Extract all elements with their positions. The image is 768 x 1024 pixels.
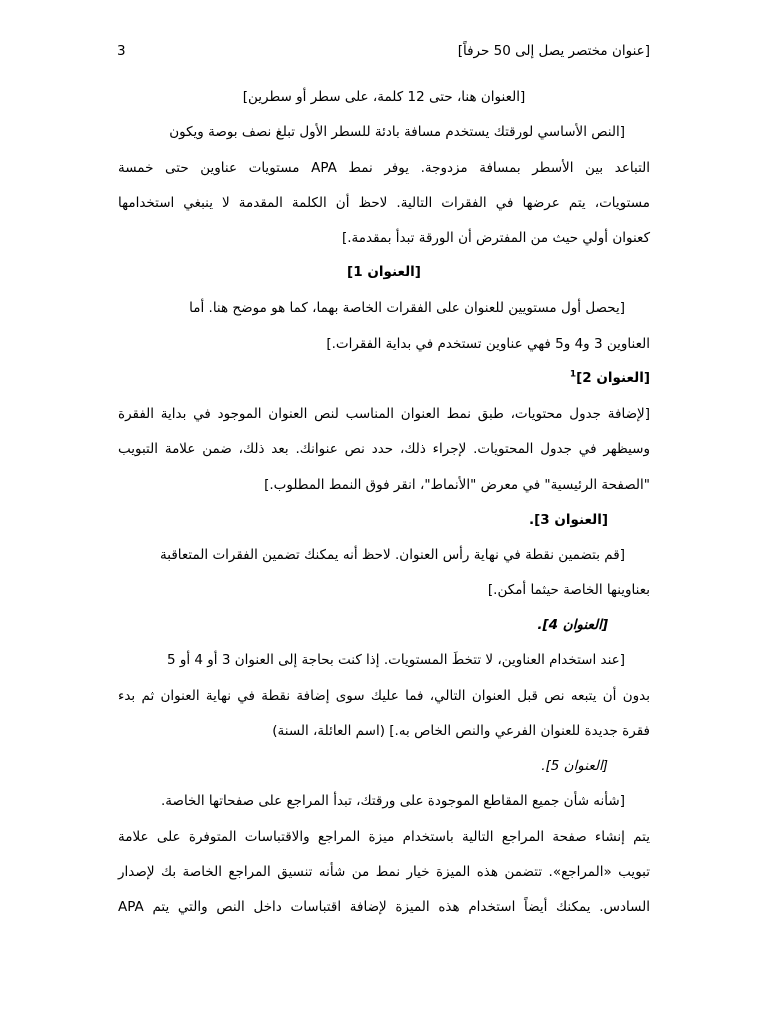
body-line: [النص الأساسي لورقتك يستخدم مسافة بادئة للسطر الأول تبلغ نصف بوصة ويكون (169, 124, 625, 140)
body-line: [قم بتضمين نقطة في نهاية رأس العنوان. لاحظ أنه يمكنك تضمين الفقرات المتعاقبة (160, 547, 625, 563)
footnote-reference: 1 (569, 369, 577, 380)
body-line: [عند استخدام العناوين، لا تتخطَ المستويات. إذا كنت بحاجة إلى العنوان 3 أو 4 أو 5 (166, 652, 625, 668)
body-line: تبويب «المراجع». تتضمن هذه الميزة خيار نمط من شأنه تنسيق المراجع الخاصة بك لإصدار (118, 864, 650, 880)
body-line: APA السادس. يمكنك أيضاً استخدام هذه الميزة لإضافة اقتباسات داخل النص والتي يتم (118, 899, 650, 915)
body-line: وسيظهر في جدول المحتويات. لإجراء ذلك، حدد نص عنوانك. بعد ذلك، ضمن علامة التبويب (118, 441, 650, 457)
body-line: فقرة جديدة للعنوان الفرعي والنص الخاص به.] (اسم العائلة، السنة) (272, 723, 650, 739)
paper-title: [العنوان هنا، حتى 12 كلمة، على سطر أو سطرين] (242, 89, 526, 105)
running-head: [عنوان مختصر يصل إلى 50 حرفاً] (457, 43, 650, 59)
heading-level-2-text: [العنوان 2] (576, 370, 650, 386)
heading-level-1: [العنوان 1] (347, 264, 421, 280)
body-line: العناوين 3 و4 و5 فهي عناوين تستخدم في بداية الفقرات.] (326, 336, 650, 352)
heading-level-3: [العنوان 3]. (528, 512, 608, 528)
body-line: "الصفحة الرئيسية" في معرض "الأنماط"، انقر فوق النمط المطلوب.] (264, 477, 650, 493)
body-line: بعناوينها الخاصة حيثما أمكن.] (487, 582, 650, 598)
body-line: كعنوان أولي حيث من المفترض أن الورقة تبدأ بمقدمة.] (341, 230, 650, 246)
body-line: يتم إنشاء صفحة المراجع التالية باستخدام ميزة المراجع والاقتباسات المتوفرة على علامة (118, 829, 650, 845)
body-line: [يحصل أول مستويين للعنوان على الفقرات الخاصة بهما، كما هو موضح هنا. أما (189, 300, 625, 316)
heading-level-5: [العنوان 5]. (541, 758, 608, 774)
body-line: [شأنه شأن جميع المقاطع الموجودة على ورقتك، تبدأ المراجع على صفحاتها الخاصة. (160, 793, 625, 809)
heading-level-4: [العنوان 4]. (537, 617, 608, 633)
body-line: بدون أن يتبعه نص قبل العنوان التالي، فما عليك سوى إضافة نقطة في نهاية العنوان ثم بدء (118, 688, 650, 704)
body-line: التباعد بين الأسطر بمسافة مزدوجة. يوفر نمط APA مستويات عناوين حتى خمسة (118, 160, 651, 176)
body-line: مستويات، يتم عرضها في الفقرات التالية. لاحظ أن الكلمة المقدمة لا ينبغي استخدامها (118, 195, 650, 211)
heading-level-2 (570, 370, 650, 386)
body-line: [لإضافة جدول محتويات، طبق نمط العنوان المناسب لنص العنوان الموجود في بداية الفقرة (118, 406, 650, 422)
page-number: 3 (117, 43, 126, 59)
